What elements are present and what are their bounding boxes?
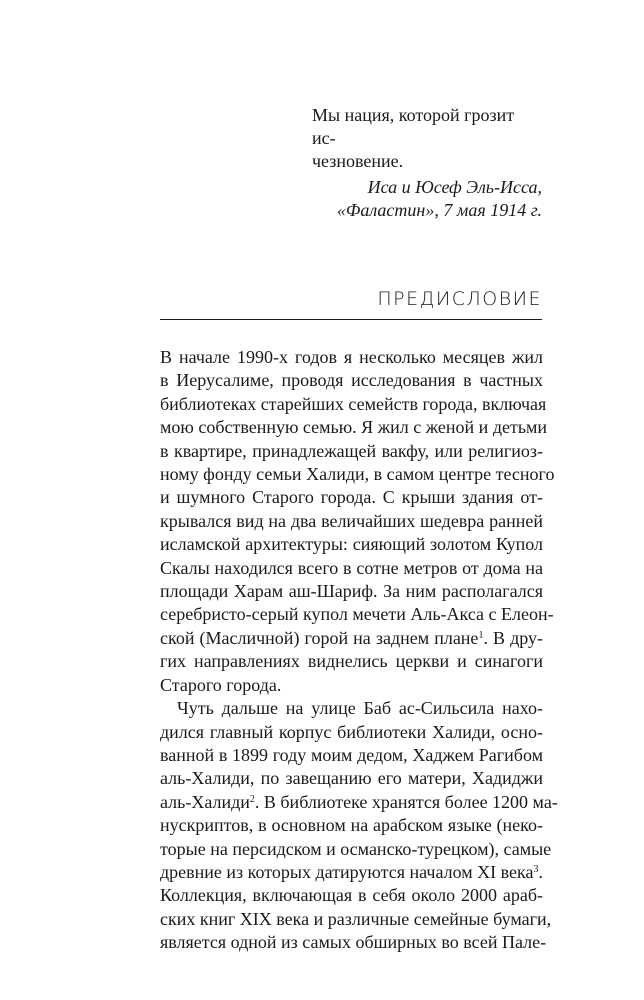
body-line — [160, 627, 543, 650]
body-line — [160, 931, 547, 954]
body-line-text: ванной в 1899 году моим дедом, Хаджем Рагибом — [160, 744, 543, 765]
body-line-text: является одной из самых обширных во всей Пале- — [160, 932, 547, 953]
body-line-text: гих направлениях виднелись церкви и синагоги — [160, 651, 543, 672]
body-line — [160, 416, 548, 439]
body-line-text: и шумного Старого города. С крыши здания от- — [160, 487, 543, 508]
body-line-text: аль-Халиди — [160, 791, 250, 812]
body-line — [160, 697, 543, 720]
epigraph-quote-line: чезновение. — [312, 151, 404, 171]
body-line-text: нускриптов, в основном на арабском языке (неко- — [160, 815, 543, 836]
footnote-ref[interactable]: 3 — [533, 863, 539, 875]
epigraph-source — [312, 176, 542, 222]
body-line-text: Коллекция, включающая в себя около 2000 араб- — [160, 885, 543, 906]
body-line — [160, 346, 543, 369]
body-text — [160, 346, 558, 955]
body-line — [160, 580, 543, 603]
body-line-text: . — [538, 861, 543, 882]
body-line-text: В начале 1990-х годов я несколько месяцев жил — [160, 347, 543, 367]
footnote-ref[interactable]: 2 — [249, 793, 255, 805]
footnote-ref[interactable]: 1 — [478, 629, 484, 641]
body-line — [160, 884, 543, 907]
body-line — [160, 393, 547, 416]
body-line-text: . В дру- — [483, 627, 544, 648]
body-line — [160, 908, 552, 931]
body-line — [160, 838, 552, 861]
body-line-text: мою собственную семью. Я жил с женой и детьми — [160, 417, 548, 438]
body-line-text: древние из которых датируются началом XI века — [160, 861, 534, 882]
body-line-text: . В библиотеке хранятся более 1200 ма- — [254, 791, 558, 812]
body-line — [160, 533, 543, 556]
epigraph-source-line: «Фаластин», 7 мая 1914 г. — [336, 200, 542, 220]
body-line — [160, 791, 558, 814]
chapter-title: ПРЕДИСЛОВИЕ — [160, 288, 542, 320]
body-line — [160, 721, 543, 744]
body-line-text: серебристо-серый купол мечети Аль-Акса с Елеон- — [160, 604, 554, 625]
epigraph-quote-line: Мы нация, которой грозит ис- — [312, 105, 515, 148]
body-line-text: ному фонду семьи Халиди, в самом центре тесного — [160, 464, 555, 485]
body-line — [160, 440, 543, 463]
epigraph — [312, 104, 542, 222]
body-line-text: в квартире, принадлежащей вакфу, или религиоз- — [160, 440, 543, 461]
body-line — [160, 510, 543, 533]
body-line-text: Старого города. — [160, 674, 282, 695]
body-line-text: Скалы находился всего в сотне метров от дома на — [160, 557, 543, 578]
body-line-text: аль-Халиди, по завещанию его матери, Хадиджи — [160, 768, 543, 789]
body-line-text: в Иерусалиме, проводя исследования в частных — [160, 370, 543, 391]
body-line — [160, 557, 543, 580]
body-line — [160, 603, 554, 626]
body-line — [160, 744, 543, 767]
body-line-text: ских книг XIX века и различные семейные бумаги, — [160, 908, 552, 929]
epigraph-source-line: Иса и Юсеф Эль-Исса, — [367, 177, 542, 197]
body-line — [160, 767, 543, 790]
body-line-text: дился главный корпус библиотеки Халиди, осно- — [160, 721, 543, 742]
body-line — [160, 463, 555, 486]
epigraph-quote — [312, 104, 542, 173]
body-line — [160, 674, 543, 697]
body-line-text: торые на персидском и османско-турецком), самые — [160, 838, 552, 859]
body-line-text: Чуть дальше на улице Баб ас-Сильсила нахо- — [177, 698, 543, 719]
body-line — [160, 814, 543, 837]
body-line — [160, 861, 543, 884]
body-line-text: исламской архитектуры: сияющий золотом Купол — [160, 534, 543, 555]
body-line — [160, 369, 543, 392]
body-line-text: библиотеках старейших семейств города, включая — [160, 393, 547, 414]
body-line-text: крывался вид на два величайших шедевра ранней — [160, 510, 543, 531]
body-line-text: площади Харам аш-Шариф. За ним располагался — [160, 581, 543, 602]
body-line-text: ской (Масличной) горой на заднем плане — [160, 627, 479, 648]
body-line — [160, 650, 543, 673]
body-line — [160, 486, 543, 509]
